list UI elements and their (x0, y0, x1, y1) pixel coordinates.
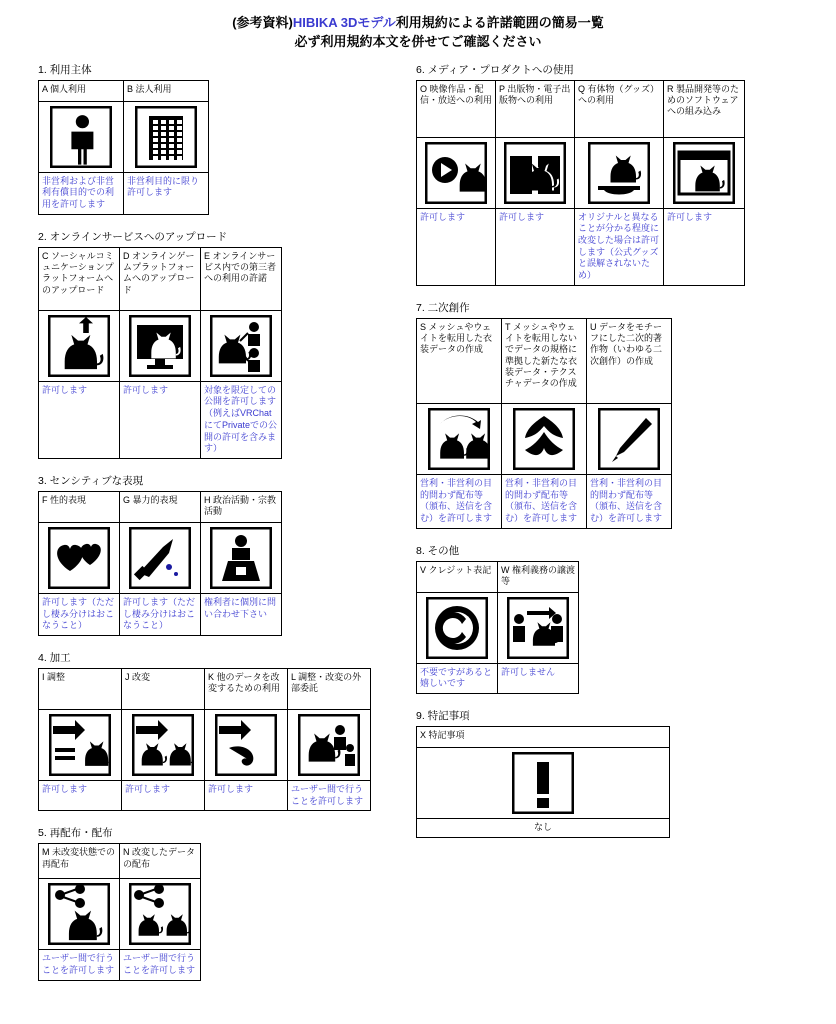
item-icon-cell (417, 403, 502, 474)
item-icon-cell (417, 747, 670, 818)
item-note-cell (39, 381, 120, 458)
item-note: 許可します (667, 211, 713, 222)
item-label: S メッシュやウェイトを転用した衣装データの作成 (420, 321, 493, 355)
section-heading: 3. センシティブな表現 (38, 474, 144, 487)
item-label-cell (39, 844, 120, 879)
item-note-cell (417, 818, 670, 837)
title-line-1 (0, 14, 836, 33)
title-prefix: (参考資料) (232, 15, 293, 30)
item-note-cell (122, 780, 205, 810)
section-heading: 8. その他 (416, 544, 460, 557)
brush-icon (587, 404, 671, 474)
item-label-cell (417, 80, 496, 137)
item-icon-cell (201, 522, 282, 593)
item-label: K 他のデータを改変するための利用 (208, 671, 281, 694)
item-note: 非営利および非営利有償目的での利用を許可します (42, 175, 115, 210)
copyright-icon (417, 593, 497, 663)
permission-table (38, 491, 282, 636)
permission-table (416, 561, 579, 694)
item-label: T メッシュやウェイトを転用しないでデータの規格に準拠した新たな衣装データ・テクスチャデータの作成 (505, 321, 578, 389)
item-label-cell (201, 247, 282, 310)
item-icon-cell (417, 592, 498, 663)
window-cat-icon (664, 138, 744, 208)
item-label-cell (575, 80, 664, 137)
person-icon (39, 102, 123, 172)
item-icon-cell (39, 310, 120, 381)
permission-table (38, 80, 209, 215)
item-icon-cell (124, 101, 209, 172)
item-label-cell (39, 80, 124, 101)
item-note: 許可します (42, 783, 88, 794)
item-label: N 改変したデータの配布 (123, 847, 196, 869)
item-label-cell (120, 844, 201, 879)
permission-table (416, 726, 670, 838)
item-note-cell (417, 208, 496, 285)
table-row-icon (39, 879, 201, 950)
section-heading: 1. 利用主体 (38, 63, 92, 76)
arrow-part-icon (205, 710, 287, 780)
item-label-cell (39, 668, 122, 709)
table-row-note (39, 172, 209, 214)
table-row-icon (39, 709, 371, 780)
item-note-cell (498, 663, 579, 693)
item-note: 権利者に個別に問い合わせ下さい (204, 596, 277, 619)
left-column (0, 62, 400, 995)
item-label: P 出版物・電子出版物への利用 (499, 83, 571, 105)
table-row-header (39, 247, 282, 310)
section-s9 (416, 708, 836, 838)
section-heading: 6. メディア・プロダクトへの使用 (416, 63, 574, 76)
item-note: 営利・非営利の目的問わず配布等（頒布、送信を含む）を許可します (420, 477, 493, 523)
exclamation-icon (417, 748, 669, 818)
section-heading: 4. 加工 (38, 651, 71, 664)
table-row-note (39, 780, 371, 810)
arrow-two-cats-icon (122, 710, 204, 780)
item-label: G 暴力的表現 (123, 494, 178, 505)
item-icon-cell (205, 709, 288, 780)
item-label: E オンラインサービス内での第三者への利用の許諾 (204, 250, 277, 284)
item-label: O 映像作品・配信・放送への利用 (420, 83, 493, 105)
item-label-cell (498, 561, 579, 592)
cat-people-icon (288, 710, 370, 780)
right-column (400, 62, 836, 995)
table-row-note (39, 381, 282, 458)
table-row-note (417, 474, 672, 528)
table-row-note (417, 818, 670, 837)
book-cat-icon (496, 138, 574, 208)
table-row-header (39, 668, 371, 709)
item-icon-cell (39, 709, 122, 780)
item-note-cell (201, 381, 282, 458)
item-note-cell (120, 381, 201, 458)
section-s5 (38, 825, 400, 980)
table-row-icon (39, 310, 282, 381)
item-note: オリジナルと異なることが分かる程度に改変した場合は許可します（公式グッズと誤解されないため） (578, 211, 660, 281)
table-row-icon (417, 747, 670, 818)
item-label: V クレジット表記 (420, 564, 492, 575)
item-note-cell (417, 663, 498, 693)
item-label-cell (124, 80, 209, 101)
permission-table (38, 668, 371, 811)
table-row-note (39, 950, 201, 980)
item-note-cell (502, 474, 587, 528)
section-s7 (416, 300, 836, 529)
table-row-header (39, 80, 209, 101)
item-note-cell (587, 474, 672, 528)
item-label: D オンラインゲームプラットフォームへのアップロード (123, 250, 195, 295)
table-row-header (39, 844, 201, 879)
item-label: M 未改変状態での再配布 (42, 847, 115, 869)
item-icon-cell (120, 310, 201, 381)
item-label: F 性的表現 (42, 494, 86, 505)
table-row-header (417, 80, 745, 137)
table-row-icon (417, 137, 745, 208)
item-icon-cell (39, 101, 124, 172)
building-icon (124, 102, 208, 172)
transfer-people-icon (498, 593, 578, 663)
item-note: 営利・非営利の目的問わず配布等（頒布、送信を含む）を許可します (505, 477, 578, 523)
hearts-icon (39, 523, 119, 593)
title-line-2: 必ず利用規約本文を併せてご確認ください (294, 33, 542, 49)
section-s3 (38, 473, 400, 636)
item-note-cell (201, 593, 282, 635)
figure-cat-icon (575, 138, 663, 208)
section-s1 (38, 62, 400, 215)
item-label: B 法人利用 (127, 83, 172, 94)
section-s6 (416, 62, 836, 286)
item-label-cell (122, 668, 205, 709)
table-row-note (417, 208, 745, 285)
item-label-cell (205, 668, 288, 709)
item-icon-cell (575, 137, 664, 208)
item-label-cell (417, 318, 502, 403)
title-suffix: 利用規約による許諾範囲の簡易一覧 (395, 15, 604, 30)
item-note: 許可します（ただし棲み分けはおこなうこと） (42, 596, 115, 631)
item-note-cell (496, 208, 575, 285)
item-label-cell (664, 80, 745, 137)
item-icon-cell (417, 137, 496, 208)
item-note: 許可します (499, 211, 545, 222)
section-heading: 7. 二次創作 (416, 301, 470, 314)
item-note: 非営利目的に限り許可します (127, 175, 200, 198)
item-icon-cell (288, 709, 371, 780)
item-note-cell (124, 172, 209, 214)
table-row-header (417, 318, 672, 403)
item-label-cell (120, 247, 201, 310)
item-label: Q 有体物（グッズ）への利用 (578, 83, 660, 105)
item-note: 許可しません (501, 666, 556, 677)
item-note-cell (39, 593, 120, 635)
item-note-cell (288, 780, 371, 810)
item-note-cell (120, 593, 201, 635)
share-two-cats-icon (120, 879, 200, 949)
item-note: 不要ですがあると嬉しいです (420, 666, 493, 689)
item-label-cell (587, 318, 672, 403)
item-note: 許可します（ただし棲み分けはおこなうこと） (123, 596, 196, 631)
item-label: U データをモチーフにした二次的著作物（いわゆる二次創作）の作成 (590, 321, 663, 366)
item-icon-cell (587, 403, 672, 474)
item-label: C ソーシャルコミュニケーションプラットフォームへのアップロード (42, 250, 114, 295)
section-s8 (416, 543, 836, 694)
upload-cat-icon (39, 311, 119, 381)
item-label: X 特記事項 (420, 729, 465, 740)
item-note-cell (575, 208, 664, 285)
table-row-header (417, 726, 670, 747)
item-note: ユーザー間で行うことを許可します (42, 953, 115, 975)
section-heading: 5. 再配布・配布 (38, 827, 113, 840)
item-label-cell (201, 491, 282, 522)
item-note: 許可します (420, 211, 466, 222)
item-label-cell (120, 491, 201, 522)
table-row-icon (39, 101, 209, 172)
item-note-cell (120, 950, 201, 980)
item-label-cell (417, 726, 670, 747)
item-label-cell (417, 561, 498, 592)
item-icon-cell (120, 522, 201, 593)
item-note: 対象を限定しての公開を許可します（例えばVRChatにてPrivateでの公開の許可を含みます） (204, 384, 278, 454)
item-icon-cell (201, 310, 282, 381)
item-label-cell (288, 668, 371, 709)
item-label: I 調整 (42, 671, 66, 682)
item-icon-cell (502, 403, 587, 474)
item-note: 許可します (125, 783, 171, 794)
item-note-cell (39, 950, 120, 980)
item-label: R 製品開発等のためのソフトウェアへの組み込み (667, 83, 740, 117)
table-row-note (39, 593, 282, 635)
item-note: 許可します (42, 384, 88, 395)
item-icon-cell (664, 137, 745, 208)
content-columns (0, 52, 836, 995)
title-accent: HIBIKA 3Dモデル (292, 15, 396, 30)
knife-icon (120, 523, 200, 593)
table-row-icon (417, 592, 579, 663)
item-label-cell (502, 318, 587, 403)
item-note-cell (664, 208, 745, 285)
item-label: A 個人利用 (42, 83, 87, 94)
item-note: ユーザー間で行うことを許可します (123, 953, 196, 975)
table-row-header (417, 561, 579, 592)
item-note-cell (39, 780, 122, 810)
permission-table (416, 80, 745, 286)
item-label: J 改変 (125, 671, 151, 682)
section-s2 (38, 229, 400, 459)
table-row-note (417, 663, 579, 693)
item-label-cell (39, 247, 120, 310)
section-heading: 2. オンラインサービスへのアップロード (38, 230, 228, 243)
item-note: 許可します (208, 783, 254, 794)
item-label-cell (496, 80, 575, 137)
item-label-cell (39, 491, 120, 522)
item-icon-cell (39, 522, 120, 593)
share-people-icon (201, 311, 281, 381)
item-label: L 調整・改変の外部委託 (291, 671, 362, 694)
item-icon-cell (496, 137, 575, 208)
item-note: ユーザー間で行うことを許可します (291, 783, 364, 806)
item-note-cell (417, 474, 502, 528)
table-row-icon (417, 403, 672, 474)
permission-table (38, 247, 282, 459)
section-heading: 9. 特記事項 (416, 709, 470, 722)
podium-speaker-icon (201, 523, 281, 593)
table-row-header (39, 491, 282, 522)
item-icon-cell (498, 592, 579, 663)
cloth-icon (502, 404, 586, 474)
monitor-cat-icon (120, 311, 200, 381)
share-cat-icon (39, 879, 119, 949)
item-label: W 権利義務の譲渡等 (501, 564, 575, 586)
item-icon-cell (122, 709, 205, 780)
page-title (0, 0, 836, 52)
section-s4 (38, 650, 400, 811)
arrow-equal-cat-icon (39, 710, 121, 780)
item-icon-cell (120, 879, 201, 950)
permission-table (416, 318, 672, 529)
item-icon-cell (39, 879, 120, 950)
item-note: 営利・非営利の目的問わず配布等（頒布、送信を含む）を許可します (590, 477, 663, 523)
table-row-icon (39, 522, 282, 593)
item-note: なし (533, 821, 552, 832)
cat-recycle-icon (417, 404, 501, 474)
item-note-cell (205, 780, 288, 810)
item-note: 許可します (123, 384, 169, 395)
permission-table (38, 843, 201, 980)
item-note-cell (39, 172, 124, 214)
item-label: H 政治活動・宗教活動 (204, 494, 277, 517)
play-cat-icon (417, 138, 495, 208)
